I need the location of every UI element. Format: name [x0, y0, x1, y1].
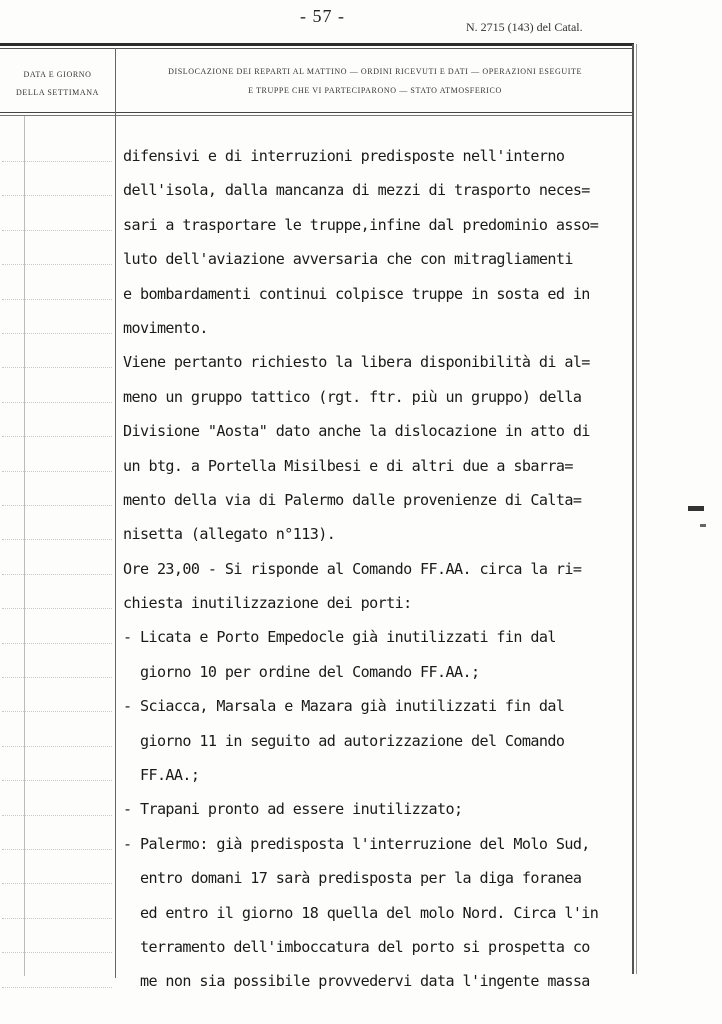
typed-log-text	[123, 139, 635, 999]
text-line: Divisione "Aosta" dato anche la dislocazione in atto di	[123, 422, 590, 441]
page-number: - 57 -	[300, 6, 345, 26]
date-column-rule-line	[2, 849, 112, 851]
text-line: e bombardamenti continui colpisce truppe in sosta ed in	[123, 284, 590, 303]
date-column-rule-line	[2, 402, 112, 404]
text-line: nisetta (allegato n°113).	[123, 525, 336, 544]
text-line: Ore 23,00 - Si risponde al Comando FF.AA. circa la ri=	[123, 559, 582, 578]
date-column-rule-line	[2, 436, 112, 438]
text-line: terramento dell'imboccatura del porto si prospetta co	[123, 937, 590, 956]
date-column-rule-line	[2, 746, 112, 748]
date-column-rule-line	[2, 883, 112, 885]
header-top-rule-secondary	[0, 48, 634, 49]
text-line: entro domani 17 sarà predisposta per la diga foranea	[123, 869, 582, 888]
date-column-rule-line	[2, 299, 112, 301]
text-line: giorno 11 in seguito ad autorizzazione del Comando	[123, 731, 565, 750]
date-column-rule-line	[2, 367, 112, 369]
text-line: difensivi e di interruzioni predisposte nell'interno	[123, 147, 565, 165]
binding-mark-small	[700, 524, 706, 527]
text-line: FF.AA.;	[123, 766, 200, 785]
text-line: un btg. a Portella Misilbesi e di altri due a sbarra=	[123, 456, 573, 475]
text-line: - Palermo: già predisposta l'interruzione del Molo Sud,	[123, 834, 590, 853]
header-bottom-rule-secondary	[0, 115, 632, 116]
date-column-rule-line	[2, 711, 112, 713]
header-top-rule	[0, 43, 634, 46]
column-header-date	[0, 66, 115, 102]
date-column-rule-line	[2, 539, 112, 541]
text-line: giorno 10 per ordine del Comando FF.AA.;	[123, 662, 480, 681]
binding-mark	[688, 506, 704, 511]
date-column-rule-line	[2, 333, 112, 335]
date-column-rule-line	[2, 161, 112, 163]
text-line: - Licata e Porto Empedocle già inutilizzati fin dal	[123, 628, 556, 647]
text-line: mento della via di Palermo dalle provenienze di Calta=	[123, 490, 582, 509]
text-line: ed entro il giorno 18 quella del molo Nord. Circa l'in	[123, 903, 599, 922]
text-line: meno un gruppo tattico (rgt. ftr. più un gruppo) della	[123, 387, 582, 406]
column-header-operations-line2: E TRUPPE CHE VI PARTECIPARONO — STATO ATMOSFERICO	[248, 86, 502, 95]
column-divider	[115, 48, 116, 978]
text-line: dell'isola, dalla mancanza di mezzi di trasporto neces=	[123, 181, 590, 200]
date-column-rule-line	[2, 643, 112, 645]
date-column-rule-line	[2, 505, 112, 507]
date-column-rule-line	[2, 677, 112, 679]
catalog-reference: N. 2715 (143) del Catal.	[466, 20, 583, 34]
text-line: movimento.	[123, 318, 208, 337]
date-column-rule-line	[2, 952, 112, 954]
date-column-rule-line	[2, 987, 112, 989]
date-column-rule-line	[2, 574, 112, 576]
column-header-date-line1: DATA E GIORNO	[23, 70, 92, 79]
date-column-rule-line	[2, 608, 112, 610]
header-bottom-rule	[0, 112, 632, 113]
text-line: Viene pertanto richiesto la libera disponibilità di al=	[123, 353, 590, 372]
date-column-rule-line	[2, 230, 112, 232]
date-column-rule-line	[2, 815, 112, 817]
date-column-rule-line	[2, 264, 112, 266]
date-column-rule-line	[2, 471, 112, 473]
text-line: - Trapani pronto ad essere inutilizzato;	[123, 800, 463, 819]
text-line: - Sciacca, Marsala e Mazara già inutilizzati fin dal	[123, 697, 565, 716]
column-header-operations-line1: DISLOCAZIONE DEI REPARTI AL MATTINO — ORDINI RICEVUTI E DATI — OPERAZIONI ESEGUITE	[168, 67, 582, 76]
text-line: chiesta inutilizzazione dei porti:	[123, 594, 412, 613]
date-column-rule-line	[2, 195, 112, 197]
column-header-date-line2: DELLA SETTIMANA	[16, 88, 99, 97]
column-header-operations	[118, 62, 632, 100]
date-column-rule-line	[2, 918, 112, 920]
date-column-inner-divider	[24, 116, 25, 976]
text-line: luto dell'aviazione avversaria che con mitragliamenti	[123, 250, 573, 269]
date-column-rule-line	[2, 780, 112, 782]
text-line: sari a trasportare le truppe,infine dal predominio asso=	[123, 215, 599, 234]
right-margin-rule-secondary	[636, 44, 637, 974]
text-line: me non sia possibile provvedervi data l'ingente massa	[123, 972, 590, 991]
